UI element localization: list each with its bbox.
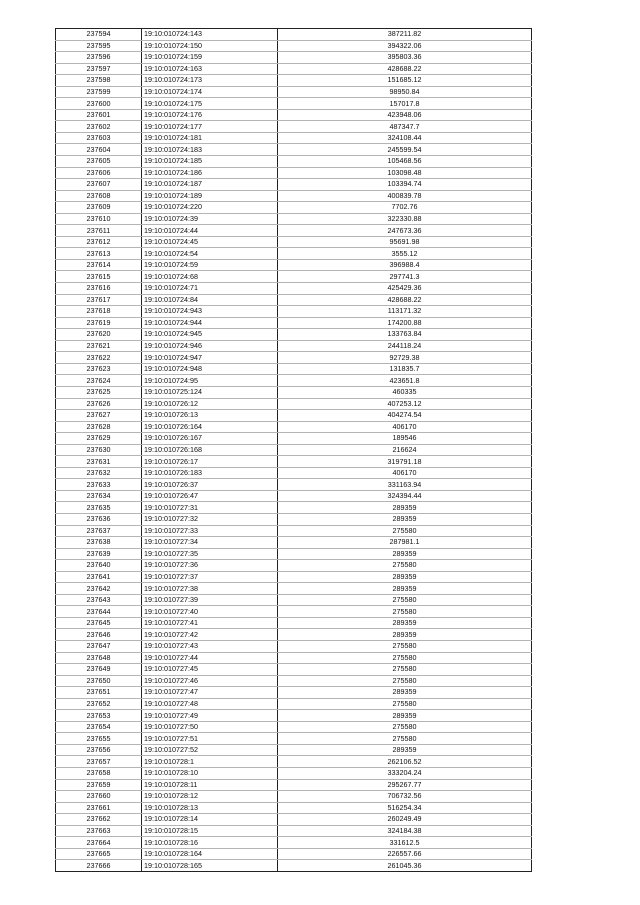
amount-cell: 407253.12 (278, 398, 532, 410)
amount-cell: 275580 (278, 560, 532, 572)
record-id-cell: 237594 (56, 29, 142, 41)
record-id-cell: 237619 (56, 317, 142, 329)
cadastral-number-cell: 19:10:010727:48 (142, 698, 278, 710)
table-row (56, 363, 532, 375)
cadastral-number-cell: 19:10:010727:52 (142, 744, 278, 756)
amount-cell: 425429.36 (278, 283, 532, 295)
cadastral-number-cell: 19:10:010726:164 (142, 421, 278, 433)
cadastral-number-cell: 19:10:010724:54 (142, 248, 278, 260)
cadastral-number-cell: 19:10:010727:40 (142, 606, 278, 618)
record-id-cell: 237606 (56, 167, 142, 179)
table-row (56, 52, 532, 64)
record-id-cell: 237657 (56, 756, 142, 768)
table-row (56, 398, 532, 410)
cadastral-number-cell: 19:10:010724:187 (142, 179, 278, 191)
cadastral-number-cell: 19:10:010724:944 (142, 317, 278, 329)
amount-cell: 98950.84 (278, 86, 532, 98)
record-id-cell: 237605 (56, 156, 142, 168)
record-id-cell: 237661 (56, 802, 142, 814)
cadastral-number-cell: 19:10:010724:189 (142, 190, 278, 202)
cadastral-number-cell: 19:10:010726:183 (142, 467, 278, 479)
table-row (56, 525, 532, 537)
table-row (56, 317, 532, 329)
cadastral-number-cell: 19:10:010724:95 (142, 375, 278, 387)
cadastral-number-cell: 19:10:010728:14 (142, 814, 278, 826)
record-id-cell: 237649 (56, 664, 142, 676)
record-id-cell: 237652 (56, 698, 142, 710)
cadastral-number-cell: 19:10:010728:164 (142, 848, 278, 860)
table-row (56, 86, 532, 98)
record-id-cell: 237612 (56, 236, 142, 248)
record-id-cell: 237627 (56, 410, 142, 422)
record-id-cell: 237615 (56, 271, 142, 283)
cadastral-number-cell: 19:10:010727:50 (142, 721, 278, 733)
cadastral-number-cell: 19:10:010726:13 (142, 410, 278, 422)
table-row (56, 675, 532, 687)
record-id-cell: 237610 (56, 213, 142, 225)
amount-cell: 406170 (278, 467, 532, 479)
amount-cell: 103394.74 (278, 179, 532, 191)
amount-cell: 295267.77 (278, 779, 532, 791)
table-row (56, 456, 532, 468)
cadastral-number-cell: 19:10:010724:181 (142, 132, 278, 144)
cadastral-number-cell: 19:10:010727:47 (142, 687, 278, 699)
amount-cell: 324394.44 (278, 490, 532, 502)
table-row (56, 791, 532, 803)
record-id-cell: 237654 (56, 721, 142, 733)
table-row (56, 98, 532, 110)
record-id-cell: 237634 (56, 490, 142, 502)
cadastral-number-cell: 19:10:010728:16 (142, 837, 278, 849)
table-row (56, 860, 532, 872)
table-row (56, 329, 532, 341)
amount-cell: 245599.54 (278, 144, 532, 156)
record-id-cell: 237660 (56, 791, 142, 803)
table-row (56, 271, 532, 283)
table-row (56, 756, 532, 768)
cadastral-number-cell: 19:10:010724:173 (142, 75, 278, 87)
table-row (56, 375, 532, 387)
cadastral-number-cell: 19:10:010724:945 (142, 329, 278, 341)
table-row (56, 744, 532, 756)
record-id-cell: 237655 (56, 733, 142, 745)
amount-cell: 428688.22 (278, 294, 532, 306)
record-id-cell: 237602 (56, 121, 142, 133)
amount-cell: 396988.4 (278, 259, 532, 271)
record-id-cell: 237658 (56, 768, 142, 780)
record-id-cell: 237665 (56, 848, 142, 860)
table-row (56, 513, 532, 525)
amount-cell: 260249.49 (278, 814, 532, 826)
record-id-cell: 237645 (56, 617, 142, 629)
record-id-cell: 237663 (56, 825, 142, 837)
amount-cell: 275580 (278, 525, 532, 537)
cadastral-number-cell: 19:10:010727:35 (142, 548, 278, 560)
record-id-cell: 237656 (56, 744, 142, 756)
amount-cell: 289359 (278, 571, 532, 583)
record-id-cell: 237647 (56, 640, 142, 652)
cadastral-number-cell: 19:10:010727:36 (142, 560, 278, 572)
cadastral-number-cell: 19:10:010726:12 (142, 398, 278, 410)
record-id-cell: 237659 (56, 779, 142, 791)
amount-cell: 3555.12 (278, 248, 532, 260)
table-row (56, 583, 532, 595)
table-row (56, 779, 532, 791)
record-id-cell: 237604 (56, 144, 142, 156)
amount-cell: 516254.34 (278, 802, 532, 814)
table-body (56, 29, 532, 872)
cadastral-number-cell: 19:10:010728:10 (142, 768, 278, 780)
amount-cell: 275580 (278, 664, 532, 676)
table-row (56, 75, 532, 87)
amount-cell: 289359 (278, 583, 532, 595)
amount-cell: 394322.06 (278, 40, 532, 52)
table-row (56, 548, 532, 560)
table-row (56, 629, 532, 641)
amount-cell: 275580 (278, 594, 532, 606)
cadastral-number-cell: 19:10:010724:183 (142, 144, 278, 156)
cadastral-number-cell: 19:10:010724:159 (142, 52, 278, 64)
cadastral-number-cell: 19:10:010728:12 (142, 791, 278, 803)
cadastral-number-cell: 19:10:010724:150 (142, 40, 278, 52)
cadastral-number-cell: 19:10:010726:167 (142, 433, 278, 445)
cadastral-number-cell: 19:10:010724:175 (142, 98, 278, 110)
record-id-cell: 237625 (56, 386, 142, 398)
record-id-cell: 237613 (56, 248, 142, 260)
record-id-cell: 237608 (56, 190, 142, 202)
record-id-cell: 237666 (56, 860, 142, 872)
table-row (56, 652, 532, 664)
cadastral-number-cell: 19:10:010726:47 (142, 490, 278, 502)
table-row (56, 63, 532, 75)
record-id-cell: 237620 (56, 329, 142, 341)
table-row (56, 825, 532, 837)
record-id-cell: 237638 (56, 537, 142, 549)
table-row (56, 467, 532, 479)
record-id-cell: 237642 (56, 583, 142, 595)
cadastral-number-cell: 19:10:010724:84 (142, 294, 278, 306)
cadastral-number-cell: 19:10:010724:186 (142, 167, 278, 179)
cadastral-number-cell: 19:10:010724:143 (142, 29, 278, 41)
amount-cell: 395803.36 (278, 52, 532, 64)
amount-cell: 287981.1 (278, 537, 532, 549)
amount-cell: 131835.7 (278, 363, 532, 375)
table-row (56, 190, 532, 202)
cadastral-number-cell: 19:10:010724:220 (142, 202, 278, 214)
cadastral-number-cell: 19:10:010727:49 (142, 710, 278, 722)
amount-cell: 289359 (278, 629, 532, 641)
data-table (55, 28, 532, 872)
table-row (56, 814, 532, 826)
cadastral-number-cell: 19:10:010727:37 (142, 571, 278, 583)
cadastral-number-cell: 19:10:010727:38 (142, 583, 278, 595)
amount-cell: 289359 (278, 744, 532, 756)
cadastral-number-cell: 19:10:010724:59 (142, 259, 278, 271)
amount-cell: 95691.98 (278, 236, 532, 248)
table-row (56, 537, 532, 549)
record-id-cell: 237614 (56, 259, 142, 271)
amount-cell: 387211.82 (278, 29, 532, 41)
table-row (56, 768, 532, 780)
table-row (56, 490, 532, 502)
amount-cell: 324184.38 (278, 825, 532, 837)
cadastral-number-cell: 19:10:010728:15 (142, 825, 278, 837)
record-id-cell: 237596 (56, 52, 142, 64)
table-row (56, 421, 532, 433)
record-id-cell: 237624 (56, 375, 142, 387)
cadastral-number-cell: 19:10:010727:39 (142, 594, 278, 606)
amount-cell: 113171.32 (278, 306, 532, 318)
record-id-cell: 237635 (56, 502, 142, 514)
record-id-cell: 237607 (56, 179, 142, 191)
record-id-cell: 237603 (56, 132, 142, 144)
table-row (56, 410, 532, 422)
amount-cell: 275580 (278, 721, 532, 733)
cadastral-number-cell: 19:10:010727:44 (142, 652, 278, 664)
record-id-cell: 237640 (56, 560, 142, 572)
record-id-cell: 237597 (56, 63, 142, 75)
amount-cell: 487347.7 (278, 121, 532, 133)
amount-cell: 226557.66 (278, 848, 532, 860)
cadastral-number-cell: 19:10:010724:177 (142, 121, 278, 133)
cadastral-number-cell: 19:10:010726:17 (142, 456, 278, 468)
amount-cell: 174200.88 (278, 317, 532, 329)
cadastral-number-cell: 19:10:010726:37 (142, 479, 278, 491)
record-id-cell: 237630 (56, 444, 142, 456)
record-id-cell: 237639 (56, 548, 142, 560)
table-row (56, 225, 532, 237)
table-row (56, 352, 532, 364)
record-id-cell: 237616 (56, 283, 142, 295)
amount-cell: 289359 (278, 502, 532, 514)
record-id-cell: 237650 (56, 675, 142, 687)
table-row (56, 283, 532, 295)
table-row (56, 259, 532, 271)
cadastral-number-cell: 19:10:010728:11 (142, 779, 278, 791)
table-row (56, 167, 532, 179)
record-id-cell: 237598 (56, 75, 142, 87)
amount-cell: 400839.78 (278, 190, 532, 202)
cadastral-number-cell: 19:10:010724:68 (142, 271, 278, 283)
table-row (56, 202, 532, 214)
record-id-cell: 237599 (56, 86, 142, 98)
record-id-cell: 237617 (56, 294, 142, 306)
record-id-cell: 237595 (56, 40, 142, 52)
record-id-cell: 237621 (56, 340, 142, 352)
amount-cell: 275580 (278, 652, 532, 664)
amount-cell: 406170 (278, 421, 532, 433)
record-id-cell: 237633 (56, 479, 142, 491)
cadastral-number-cell: 19:10:010727:41 (142, 617, 278, 629)
cadastral-number-cell: 19:10:010727:51 (142, 733, 278, 745)
cadastral-number-cell: 19:10:010724:947 (142, 352, 278, 364)
cadastral-number-cell: 19:10:010728:1 (142, 756, 278, 768)
amount-cell: 275580 (278, 675, 532, 687)
cadastral-number-cell: 19:10:010724:39 (142, 213, 278, 225)
record-id-cell: 237611 (56, 225, 142, 237)
table-row (56, 433, 532, 445)
record-id-cell: 237623 (56, 363, 142, 375)
cadastral-number-cell: 19:10:010727:45 (142, 664, 278, 676)
table-row (56, 306, 532, 318)
cadastral-number-cell: 19:10:010724:71 (142, 283, 278, 295)
amount-cell: 423651.8 (278, 375, 532, 387)
table-row (56, 710, 532, 722)
table-row (56, 721, 532, 733)
table-row (56, 479, 532, 491)
amount-cell: 275580 (278, 640, 532, 652)
record-id-cell: 237637 (56, 525, 142, 537)
amount-cell: 404274.54 (278, 410, 532, 422)
amount-cell: 247673.36 (278, 225, 532, 237)
amount-cell: 460335 (278, 386, 532, 398)
amount-cell: 322330.88 (278, 213, 532, 225)
table-row (56, 502, 532, 514)
table-row (56, 340, 532, 352)
table-row (56, 444, 532, 456)
record-id-cell: 237600 (56, 98, 142, 110)
amount-cell: 103098.48 (278, 167, 532, 179)
cadastral-number-cell: 19:10:010724:946 (142, 340, 278, 352)
amount-cell: 289359 (278, 710, 532, 722)
cadastral-number-cell: 19:10:010727:32 (142, 513, 278, 525)
amount-cell: 333204.24 (278, 768, 532, 780)
table-row (56, 144, 532, 156)
record-id-cell: 237651 (56, 687, 142, 699)
amount-cell: 319791.18 (278, 456, 532, 468)
cadastral-number-cell: 19:10:010727:43 (142, 640, 278, 652)
record-id-cell: 237622 (56, 352, 142, 364)
record-id-cell: 237632 (56, 467, 142, 479)
record-id-cell: 237664 (56, 837, 142, 849)
record-id-cell: 237609 (56, 202, 142, 214)
amount-cell: 157017.8 (278, 98, 532, 110)
table-row (56, 698, 532, 710)
amount-cell: 331612.5 (278, 837, 532, 849)
amount-cell: 289359 (278, 617, 532, 629)
record-id-cell: 237646 (56, 629, 142, 641)
amount-cell: 275580 (278, 606, 532, 618)
cadastral-number-cell: 19:10:010724:163 (142, 63, 278, 75)
table-row (56, 236, 532, 248)
table-row (56, 802, 532, 814)
cadastral-number-cell: 19:10:010724:176 (142, 109, 278, 121)
record-id-cell: 237644 (56, 606, 142, 618)
table-row (56, 213, 532, 225)
amount-cell: 275580 (278, 698, 532, 710)
amount-cell: 324108.44 (278, 132, 532, 144)
record-id-cell: 237662 (56, 814, 142, 826)
amount-cell: 262106.52 (278, 756, 532, 768)
table-row (56, 121, 532, 133)
table-row (56, 40, 532, 52)
cadastral-number-cell: 19:10:010724:44 (142, 225, 278, 237)
amount-cell: 297741.3 (278, 271, 532, 283)
cadastral-number-cell: 19:10:010724:174 (142, 86, 278, 98)
table-row (56, 560, 532, 572)
record-id-cell: 237601 (56, 109, 142, 121)
record-id-cell: 237631 (56, 456, 142, 468)
cadastral-number-cell: 19:10:010728:13 (142, 802, 278, 814)
cadastral-number-cell: 19:10:010727:42 (142, 629, 278, 641)
amount-cell: 289359 (278, 513, 532, 525)
amount-cell: 105468.56 (278, 156, 532, 168)
cadastral-number-cell: 19:10:010724:943 (142, 306, 278, 318)
amount-cell: 244118.24 (278, 340, 532, 352)
table-row (56, 29, 532, 41)
record-id-cell: 237643 (56, 594, 142, 606)
cadastral-number-cell: 19:10:010726:168 (142, 444, 278, 456)
amount-cell: 275580 (278, 733, 532, 745)
cadastral-number-cell: 19:10:010727:34 (142, 537, 278, 549)
table-row (56, 571, 532, 583)
table-row (56, 640, 532, 652)
amount-cell: 92729.38 (278, 352, 532, 364)
record-id-cell: 237618 (56, 306, 142, 318)
table-row (56, 594, 532, 606)
record-id-cell: 237629 (56, 433, 142, 445)
cadastral-number-cell: 19:10:010725:124 (142, 386, 278, 398)
record-id-cell: 237628 (56, 421, 142, 433)
amount-cell: 428688.22 (278, 63, 532, 75)
record-id-cell: 237653 (56, 710, 142, 722)
table-row (56, 132, 532, 144)
table-row (56, 848, 532, 860)
amount-cell: 151685.12 (278, 75, 532, 87)
table-row (56, 179, 532, 191)
amount-cell: 7702.76 (278, 202, 532, 214)
record-id-cell: 237626 (56, 398, 142, 410)
record-id-cell: 237648 (56, 652, 142, 664)
table-row (56, 733, 532, 745)
amount-cell: 706732.56 (278, 791, 532, 803)
amount-cell: 216624 (278, 444, 532, 456)
table-row (56, 294, 532, 306)
table-row (56, 617, 532, 629)
amount-cell: 289359 (278, 548, 532, 560)
cadastral-number-cell: 19:10:010724:185 (142, 156, 278, 168)
amount-cell: 133763.84 (278, 329, 532, 341)
cadastral-number-cell: 19:10:010724:45 (142, 236, 278, 248)
cadastral-number-cell: 19:10:010727:46 (142, 675, 278, 687)
table-row (56, 109, 532, 121)
amount-cell: 261045.36 (278, 860, 532, 872)
cadastral-number-cell: 19:10:010727:33 (142, 525, 278, 537)
table-row (56, 687, 532, 699)
table-row (56, 837, 532, 849)
table-row (56, 156, 532, 168)
table-row (56, 664, 532, 676)
table-row (56, 248, 532, 260)
record-id-cell: 237641 (56, 571, 142, 583)
cadastral-number-cell: 19:10:010728:165 (142, 860, 278, 872)
record-id-cell: 237636 (56, 513, 142, 525)
amount-cell: 423948.06 (278, 109, 532, 121)
cadastral-number-cell: 19:10:010727:31 (142, 502, 278, 514)
amount-cell: 289359 (278, 687, 532, 699)
cadastral-number-cell: 19:10:010724:948 (142, 363, 278, 375)
amount-cell: 331163.94 (278, 479, 532, 491)
amount-cell: 189546 (278, 433, 532, 445)
table-row (56, 386, 532, 398)
table-row (56, 606, 532, 618)
